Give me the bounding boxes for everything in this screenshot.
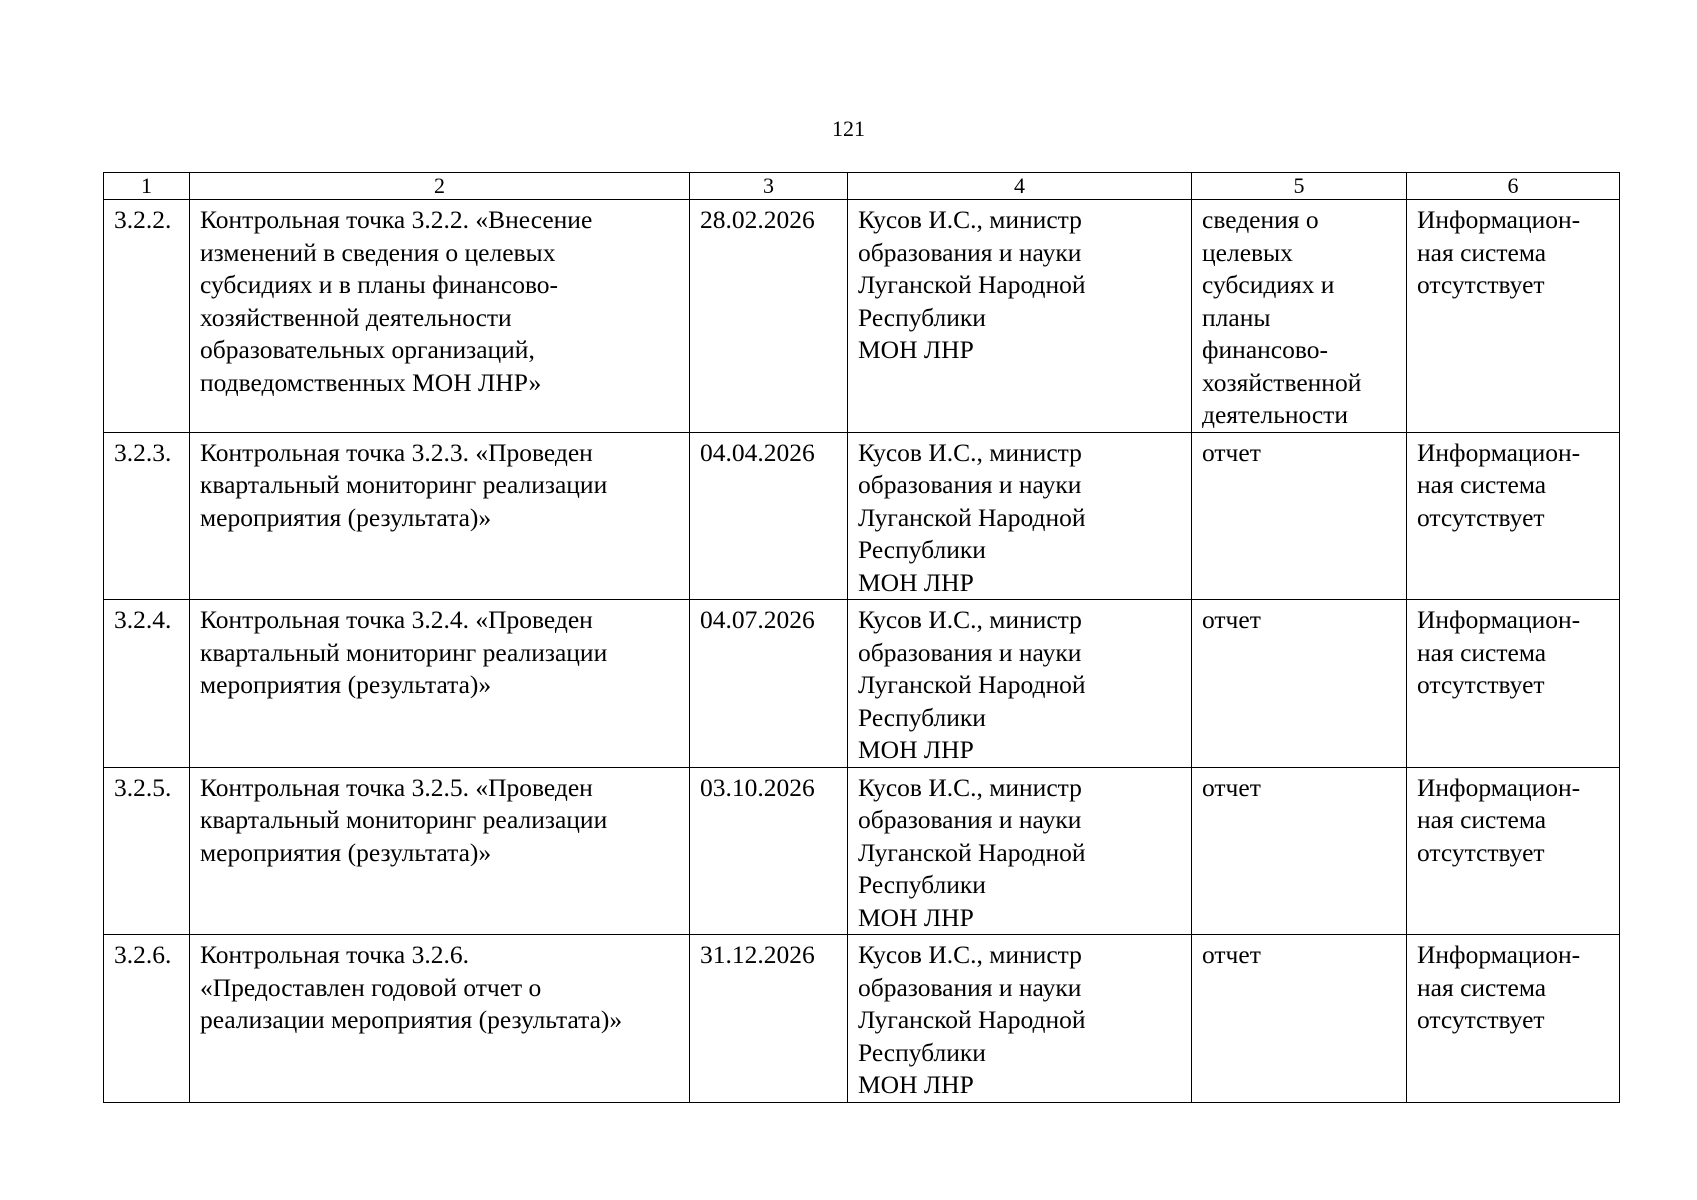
column-header: 5: [1192, 173, 1407, 200]
column-header: 3: [690, 173, 848, 200]
due-date: 28.02.2026: [690, 200, 848, 433]
page-number: 121: [832, 116, 865, 141]
control-point-name: Контрольная точка 3.2.4. «Проведен квартальный мониторинг реализации мероприятия (результата)»: [190, 600, 690, 768]
responsible-person: Кусов И.С., министр образования и науки Луганской Народной Республики МОН ЛНР: [848, 200, 1192, 433]
result-document: отчет: [1192, 935, 1407, 1103]
table-row: [104, 935, 1620, 1103]
column-header: 2: [190, 173, 690, 200]
item-number: 3.2.5.: [104, 767, 190, 935]
information-system: Информацион- ная система отсутствует: [1407, 600, 1620, 768]
table-row: [104, 767, 1620, 935]
table-row: [104, 432, 1620, 600]
due-date: 04.07.2026: [690, 600, 848, 768]
result-document: сведения о целевых субсидиях и планы финансово- хозяйственной деятельности: [1192, 200, 1407, 433]
item-number: 3.2.3.: [104, 432, 190, 600]
result-document: отчет: [1192, 600, 1407, 768]
information-system: Информацион- ная система отсутствует: [1407, 432, 1620, 600]
due-date: 03.10.2026: [690, 767, 848, 935]
table-row: [104, 200, 1620, 433]
due-date: 31.12.2026: [690, 935, 848, 1103]
responsible-person: Кусов И.С., министр образования и науки Луганской Народной Республики МОН ЛНР: [848, 600, 1192, 768]
control-points-table: [103, 172, 1620, 1103]
control-point-name: Контрольная точка 3.2.3. «Проведен квартальный мониторинг реализации мероприятия (результата)»: [190, 432, 690, 600]
responsible-person: Кусов И.С., министр образования и науки Луганской Народной Республики МОН ЛНР: [848, 935, 1192, 1103]
result-document: отчет: [1192, 432, 1407, 600]
column-number-row: [104, 173, 1620, 200]
control-point-name: Контрольная точка 3.2.5. «Проведен квартальный мониторинг реализации мероприятия (результата)»: [190, 767, 690, 935]
column-header: 1: [104, 173, 190, 200]
result-document: отчет: [1192, 767, 1407, 935]
item-number: 3.2.6.: [104, 935, 190, 1103]
control-point-name: Контрольная точка 3.2.2. «Внесение изменений в сведения о целевых субсидиях и в планы финансово- хозяйственной деятельности образовательных организаций, подведомственных МОН ЛНР»: [190, 200, 690, 433]
responsible-person: Кусов И.С., министр образования и науки Луганской Народной Республики МОН ЛНР: [848, 432, 1192, 600]
column-header: 6: [1407, 173, 1620, 200]
information-system: Информацион- ная система отсутствует: [1407, 935, 1620, 1103]
column-header: 4: [848, 173, 1192, 200]
information-system: Информацион- ная система отсутствует: [1407, 767, 1620, 935]
item-number: 3.2.4.: [104, 600, 190, 768]
information-system: Информацион- ная система отсутствует: [1407, 200, 1620, 433]
responsible-person: Кусов И.С., министр образования и науки Луганской Народной Республики МОН ЛНР: [848, 767, 1192, 935]
control-point-name: Контрольная точка 3.2.6. «Предоставлен годовой отчет о реализации мероприятия (результата)»: [190, 935, 690, 1103]
due-date: 04.04.2026: [690, 432, 848, 600]
item-number: 3.2.2.: [104, 200, 190, 433]
table-row: [104, 600, 1620, 768]
